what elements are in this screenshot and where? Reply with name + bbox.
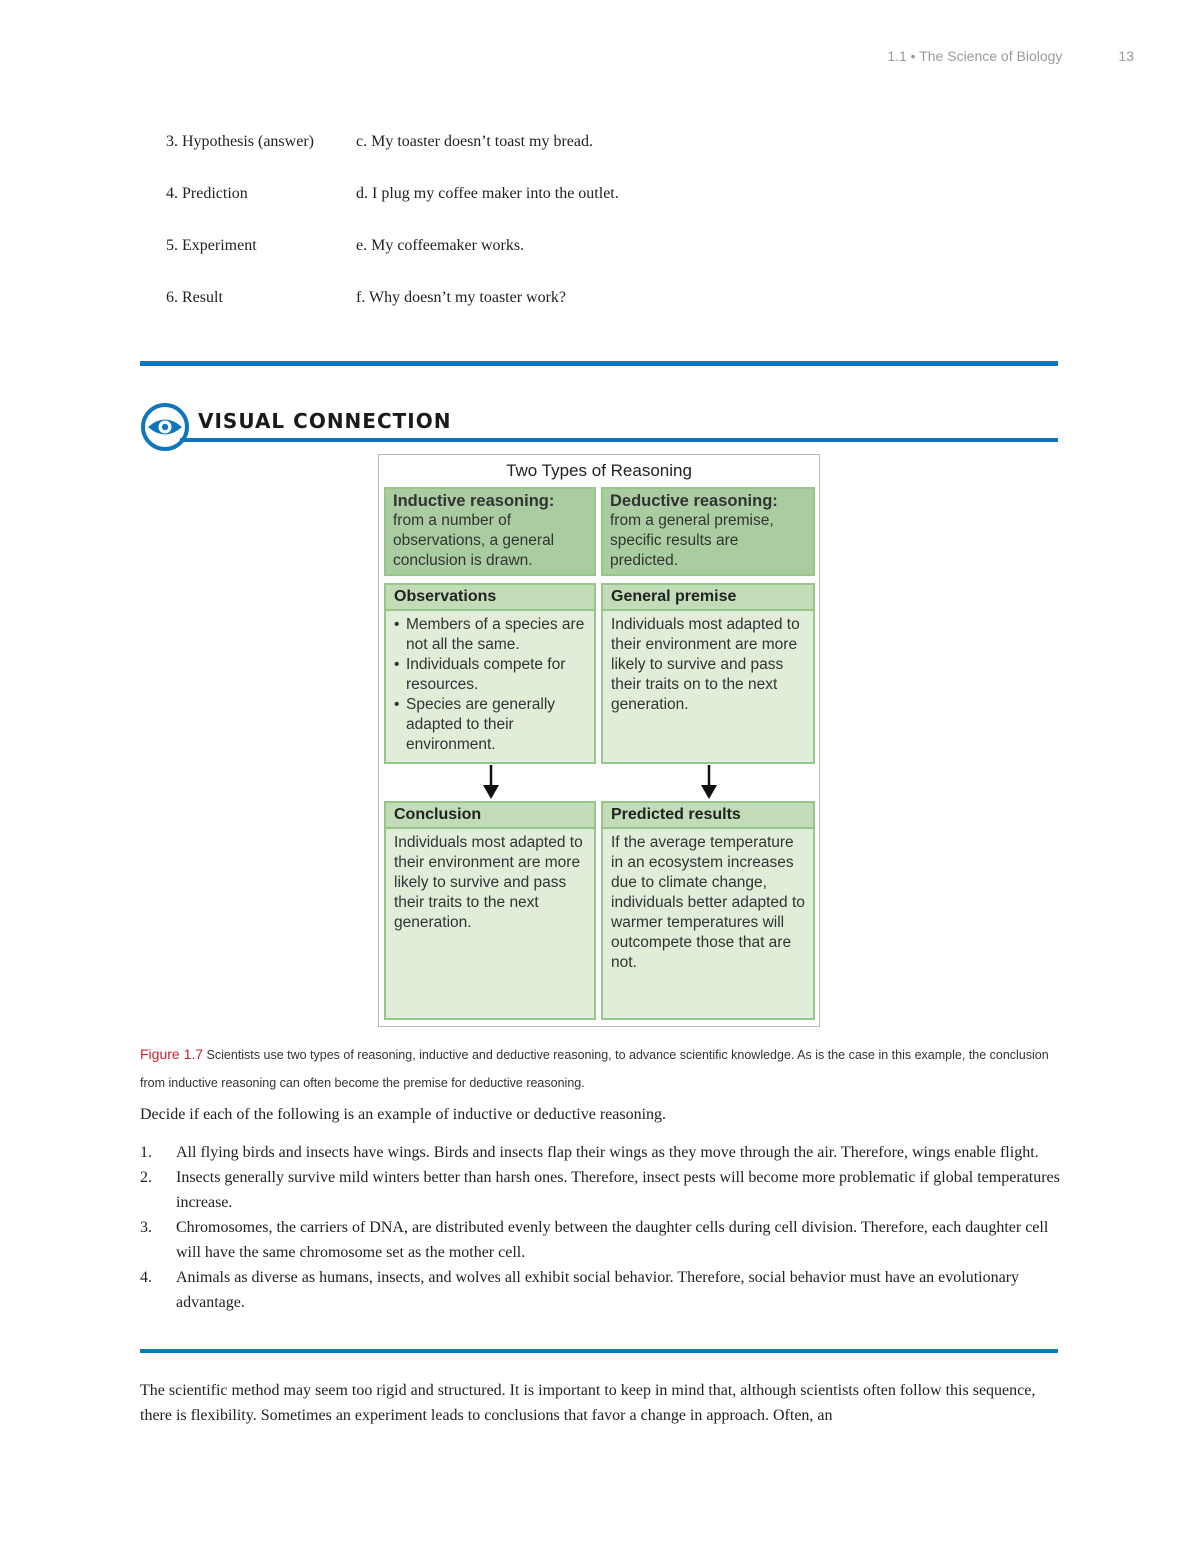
arrow-down-icon	[697, 765, 721, 801]
feature-top-rule	[140, 361, 1058, 366]
figure-label: Figure 1.7	[140, 1046, 204, 1062]
body-paragraph: The scientific method may seem too rigid and structured. It is important to keep in mind that, although scientists often follow this sequence, there is flexibility. Sometimes an experiment leads to conclusions that favor a change in approach. Often, an	[140, 1382, 1036, 1424]
matching-statement: f. Why doesn’t my toaster work?	[356, 289, 567, 306]
arrow-down-icon	[479, 765, 503, 801]
matching-statement: d. I plug my coffee maker into the outlet.	[356, 185, 619, 202]
list-item: 3. Chromosomes, the carriers of DNA, are distributed evenly between the daughter cells during cell division. Therefore, each daughter cell will have the same chromosome set as the mother cell.	[140, 1219, 1049, 1261]
figure-caption	[140, 1040, 1060, 1097]
general-premise-heading: General premise	[603, 585, 813, 611]
list-item: • Individuals compete for resources.	[394, 656, 566, 693]
general-premise-body: Individuals most adapted to their environment are more likely to survive and pass their traits on to the next generation.	[611, 616, 800, 713]
matching-row	[166, 182, 1066, 234]
general-premise-box	[601, 583, 815, 764]
matching-term: 5. Experiment	[166, 237, 257, 254]
matching-term: 6. Result	[166, 289, 223, 306]
matching-row	[166, 130, 1066, 182]
feature-title: VISUAL CONNECTION	[198, 409, 452, 433]
matching-statement: e. My coffeemaker works.	[356, 237, 525, 254]
observations-box	[384, 583, 596, 764]
conclusion-body: Individuals most adapted to their environment are more likely to survive and pass their traits to the next generation.	[394, 834, 583, 931]
observations-heading: Observations	[386, 585, 594, 611]
predicted-results-box	[601, 801, 815, 1020]
predicted-results-body: If the average temperature in an ecosystem increases due to climate change, individuals better adapted to warmer temperatures will outcompete those that are not.	[611, 834, 805, 971]
predicted-results-heading: Predicted results	[603, 803, 813, 829]
matching-row	[166, 234, 1066, 286]
eye-icon	[140, 402, 190, 452]
running-head	[887, 48, 1134, 64]
caption-text: Scientists use two types of reasoning, inductive and deductive reasoning, to advance scientific knowledge. As is the case in this example, the conclusion from inductive reasoning can often become the premise for deductive reasoning.	[140, 1048, 1049, 1090]
observations-list	[386, 611, 594, 759]
list-item: 4. Animals as diverse as humans, insects, and wolves all exhibit social behavior. Therefore, social behavior must have an evolutionary advantage.	[140, 1269, 1020, 1311]
matching-row	[166, 286, 1066, 338]
figure-title: Two Types of Reasoning	[506, 461, 692, 480]
inductive-box	[384, 487, 596, 576]
feature-header-rule	[180, 438, 1058, 442]
section-title: 1.1 • The Science of Biology	[887, 48, 1063, 64]
matching-term: 4. Prediction	[166, 185, 248, 202]
page-number: 13	[1118, 48, 1134, 64]
feature-bottom-rule	[140, 1349, 1058, 1353]
reasoning-figure	[378, 454, 820, 1027]
list-item: 1. All flying birds and insects have wings. Birds and insects flap their wings as they move through the air. Therefore, wings enable flight.	[140, 1144, 1039, 1161]
deductive-heading: Deductive reasoning:	[610, 492, 778, 510]
matching-list	[166, 130, 1066, 338]
visual-connection-header	[140, 398, 1058, 444]
list-item: • Species are generally adapted to their environment.	[394, 696, 556, 753]
list-item: 2. Insects generally survive mild winters better than harsh ones. Therefore, insect pests will become more problematic if global temperatures increase.	[140, 1169, 1060, 1211]
deductive-box	[601, 487, 815, 576]
inductive-heading: Inductive reasoning:	[393, 492, 555, 510]
conclusion-heading: Conclusion	[386, 803, 594, 829]
exercise-list	[140, 1140, 1060, 1315]
matching-term: 3. Hypothesis (answer)	[166, 133, 314, 150]
conclusion-box	[384, 801, 596, 1020]
list-item: • Members of a species are not all the same.	[394, 616, 585, 653]
inductive-body: from a number of observations, a general conclusion is drawn.	[393, 512, 555, 569]
exercise-prompt: Decide if each of the following is an example of inductive or deductive reasoning.	[140, 1106, 667, 1123]
matching-statement: c. My toaster doesn’t toast my bread.	[356, 133, 593, 150]
deductive-body: from a general premise, specific results are predicted.	[610, 512, 774, 569]
